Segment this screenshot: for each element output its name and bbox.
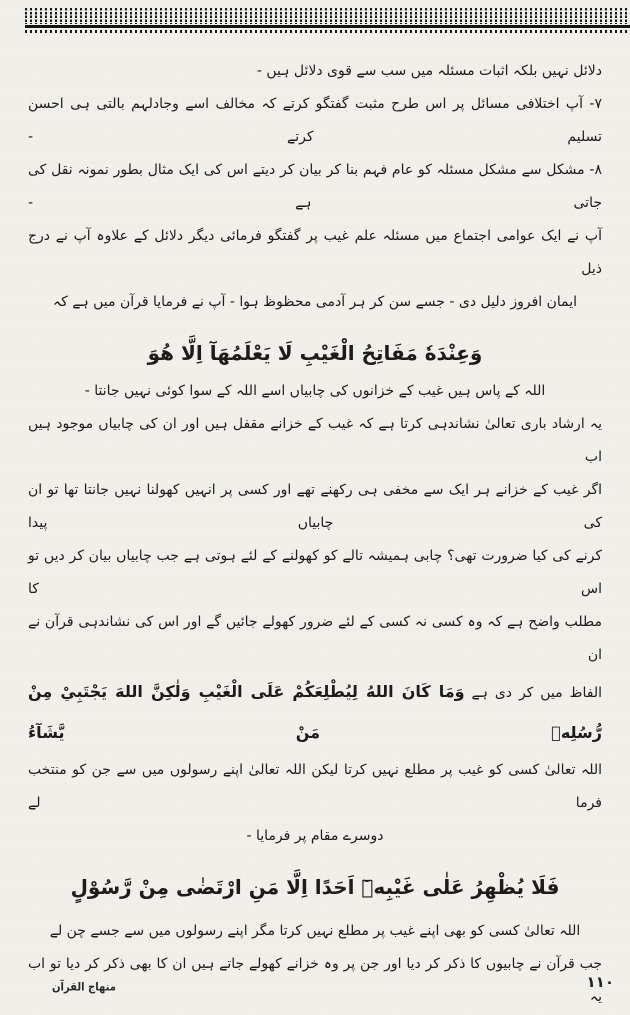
verse-1-translation: اللہ کے پاس ہیں غیب کے خزانوں کی چابیاں اسے اللہ کے سوا کوئی نہیں جانتا - xyxy=(84,383,546,399)
border-comb-pattern xyxy=(25,8,630,24)
paragraph-tail-line: دلائل نہیں بلکہ اثبات مسئلہ میں سب سے قوی دلائل ہیں - xyxy=(256,63,602,79)
border-rule xyxy=(25,25,630,28)
verse-2-translation: اللہ تعالیٰ کسی کو غیب پر مطلع نہیں کرتا لیکن اللہ تعالیٰ اپنے رسولوں میں سے جن کو منتخب فرما لے xyxy=(28,762,602,811)
publisher-stamp: منهاج القرآن xyxy=(52,981,116,994)
point-8-line-3: ایمان افروز دلیل دی - جسے سن کر ہر آدمی محظوظ ہوا - آپ نے فرمایا قرآن میں ہے کہ xyxy=(52,294,578,310)
verse-3-translation: اللہ تعالیٰ کسی کو بھی اپنے غیب پر مطلع نہیں کرتا مگر اپنے رسولوں میں سے جسے چن لے xyxy=(49,923,581,939)
commentary-line-3: کرنے کی کیا ضرورت تھی؟ چابی ہمیشہ تالے کو کھولنے کے لئے ہوتی ہے جب چابیاں بیان کر دیں تو اس کا xyxy=(28,548,602,597)
quran-verse-inline-ma-kana-allah: وَمَا كَانَ اللهُ لِيُطْلِعَكُمْ عَلَى الْغَيْبِ وَلٰكِنَّ اللهَ يَجْتَبِيْ مِنْ رُّسُلِهٖ مَنْ يَّشَآءُ xyxy=(28,682,602,742)
decorative-top-border xyxy=(0,8,630,33)
commentary-line-1: یہ ارشاد باری تعالیٰ نشاندہی کرتا ہے کہ غیب کے خزانے مقفل ہیں اور ان کی چابیاں موجود ہیں اب xyxy=(28,416,602,465)
commentary-line-5-lead: الفاظ میں کر دی ہے xyxy=(471,685,602,701)
quran-verse-mafatih-al-ghayb: وَعِنْدَهٗ مَفَاتِحُ الْغَيْبِ لَا يَعْلَمُهَآ اِلَّا هُوَ xyxy=(147,341,483,365)
commentary-line-5-with-inline-verse xyxy=(28,672,602,754)
point-8-line-1: ۸- مشکل سے مشکل مسئلہ کو عام فہم بنا کر بیان کر دیتے اس کی ایک مثال بطور نمونہ نقل کی جاتی ہے - xyxy=(28,162,602,211)
quran-verse-fala-yuzhiru: فَلَا يُظْهِرُ عَلٰى غَيْبِهٖٓ اَحَدًا اِلَّا مَنِ ارْتَضٰى مِنْ رَّسُوْلٍ xyxy=(70,875,560,899)
transition-line: دوسرے مقام پر فرمایا - xyxy=(246,828,384,844)
conclusion-line-1: جب قرآن نے چابیوں کا ذکر کر دیا اور جن پر وہ خزانے کھولے جاتے ہیں ان کا بھی ذکر کر دیا تو اب یہ xyxy=(28,956,602,1005)
commentary-line-2: اگر غیب کے خزانے ہر ایک سے مخفی ہی رکھنے تھے اور کسی پر انہیں کھولنا نہیں جانتا تھا تو ان کی چابیاں پیدا xyxy=(28,482,602,531)
page-body xyxy=(0,33,630,1015)
commentary-line-4: مطلب واضح ہے کہ وہ کسی نہ کسی کے لئے ضرور کھولے جائیں گے اور اس کی نشاندہی قرآن نے ان xyxy=(28,614,602,663)
point-8-line-2: آپ نے ایک عوامی اجتماع میں مسئلہ علم غیب پر گفتگو فرمائی دیگر دلائل کے علاوہ آپ نے درج ذیل xyxy=(28,228,602,277)
page-number: ۱۱۰ xyxy=(586,973,614,991)
point-7-line: ۷- آپ اختلافی مسائل پر اس طرح مثبت گفتگو کرتے کہ مخالف اسے وجادلہم بالتی ہی احسن تسلیم کرتے - xyxy=(28,96,602,145)
